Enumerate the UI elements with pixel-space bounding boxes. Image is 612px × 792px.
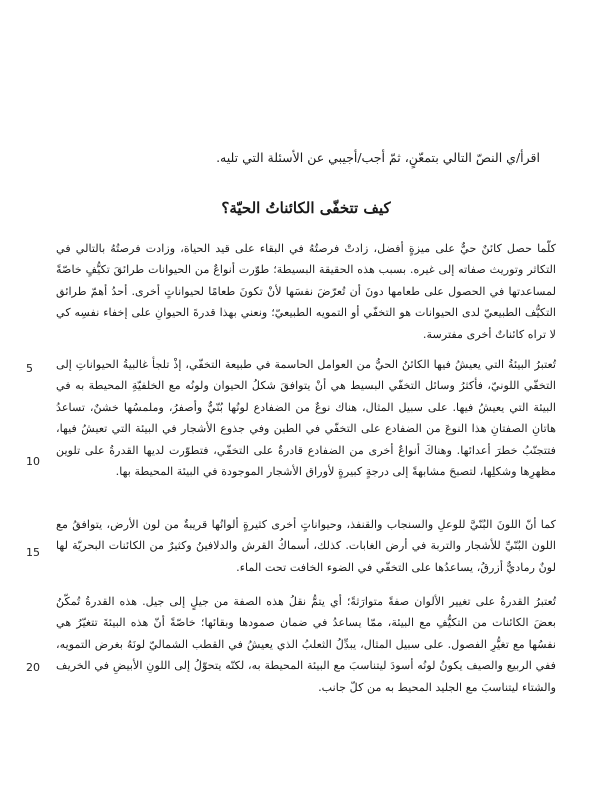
instruction-text: اقرأ/ي النصّ التالي بتمعّنٍ، ثمّ أجب/أجيبي عن الأسئلة التي تليه.: [216, 150, 540, 165]
article-title: كيف تتخفّى الكائناتُ الحيّة؟: [221, 199, 391, 217]
paragraph-2: تُعتبرُ البيئةُ التي يعيشُ فيها الكائنُ الحيُّ من العوامل الحاسمة في طبيعة التخفّي، إذْ تلجأ غالبيةُ الحيواناتِ إلى التخفّي اللونيّ، فأكثرُ وسائل التخفّي البسيط هي أنْ يتوافقَ شكلُ الحيوان ولونُه مع الخلفيّةِ المحيطة به في البيئة التي يعيشُ فيها. على سبيل المثال، هناك نوعٌ من الضفادع لونُها بُنّيٌّ وأصفرُ، وملمسُها خشنٌ، تساعدُ هاتانِ الصفتانِ هذا النوعَ من الضفادع على التخفّي في الطين وفي جذوع الأشجار في البيئة التي تعيشُ فيها، فتتجنّبُ خطرَ أعدائها. وهناكَ أنواعٌ أخرى من الضفادع قادرةٌ على التخفّي، فتطوّرت لديها القدرةُ على تلوين مظهرِها وشكلِها، لتصبحَ مشابهةً إلى درجةٍ كبيرةٍ لأوراق الأشجار الموجودة في البيئة المحيطة بها.: [56, 358, 556, 479]
line-number-10: 10: [26, 455, 40, 468]
paragraph-4: تُعتبرُ القدرةُ على تغيير الألوان صفةً متوارَثةً؛ أي يتمُّ نقلُ هذه الصفة من جيلٍ إلى جيل. هذه القدرةُ تُمكّنُ بعضَ الكائنات من التكيُّفِ مع البيئة، ممّا يساعدُ في ضمان صمودها وبقائها؛ خاصّةً أنّ هذه البيئةَ تتغيّرُ هي نفسُها مع تغيُّرِ الفصول. على سبيل المثال، يبدِّلُ الثعلبُ الذي يعيشُ في القطب الشماليّ لونَهُ بغرض التمويه، ففي الربيع والصيف يكونُ لونُه أسودَ ليتناسبَ مع البيئة المحيطة به، لكنّه يتحوّلُ إلى اللونِ الأبيضِ في الخريف والشتاء ليتناسبَ مع الجليد المحيط به من كلّ جانب.: [56, 595, 556, 694]
line-number-15: 15: [26, 546, 40, 559]
line-number-20: 20: [26, 661, 40, 674]
paragraph-3: كما أنّ اللونَ البُنّيَّ للوعلِ والسنجاب والقنفذ، وحيواناتٍ أخرى كثيرةٍ ألوانُها قريبةٌ من لون الأرض، يتوافقُ مع اللون البُنّيِّ للأشجار والتربة في أرض الغابات. كذلك، أسماكُ القرش والدلافينُ وكثيرٌ من الكائنات البحريّة لها لونٌ رماديٌّ أزرقُ، يساعدُها على التخفّي في الضوء الخافت تحت الماء.: [56, 518, 556, 574]
line-number-5: 5: [26, 362, 33, 375]
paragraph-1: كلّما حصل كائنٌ حيٌّ على ميزةٍ أفضل، زادتْ فرصتُهُ في البقاء على قيد الحياة، وزادت فرصتُهُ بالتالي في التكاثر وتوريث صفاته إلى غيره. بسبب هذه الحقيقة البسيطة؛ طوّرت أنواعٌ من الحيوانات طرائقَ تكيُّفٍ خاصّةً لمساعدتها في الحصول على طعامها دونَ أن تُعرّضَ نفسَها لأنْ تكونَ طعامًا لحيواناتٍ أخرى. أحدُ أهمّ طرائق التكيُّف الطبيعيّ لدى الحيوانات هو التخفّي أو التمويه الطبيعيّ؛ ونعني بهذا قدرةَ الحيوانِ على إخفاء نفسِه كي لا تراه كائناتٌ أخرى مفترسة.: [56, 242, 556, 341]
